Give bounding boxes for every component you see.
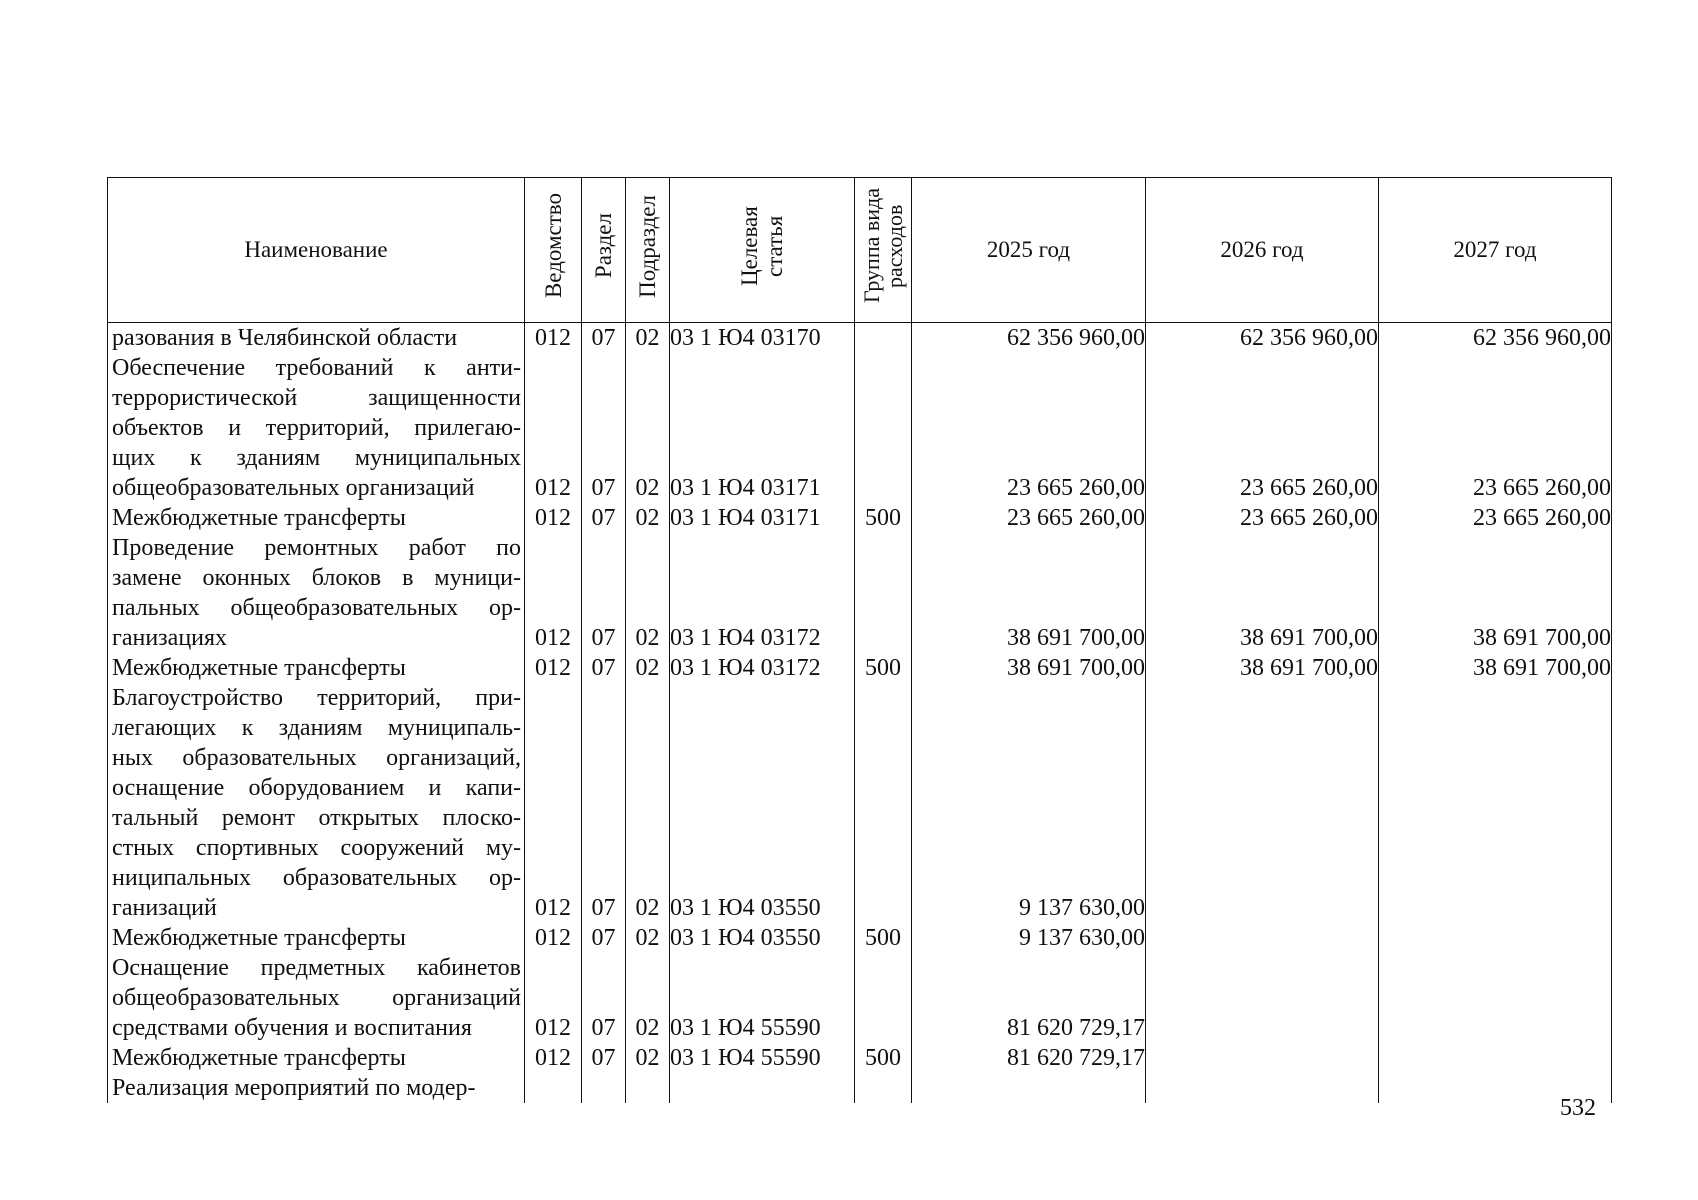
row-target-article: 03 1 Ю4 55590 (670, 953, 855, 1043)
row-amount-2026: 23 665 260,00 (1146, 503, 1379, 533)
row-amount-2027: 62 356 960,00 (1379, 323, 1612, 354)
row-subsection: 02 (626, 953, 670, 1043)
row-name (108, 923, 525, 953)
row-section: 07 (582, 1043, 626, 1073)
row-amount-2025: 81 620 729,17 (912, 953, 1146, 1043)
header-department (525, 178, 582, 323)
header-target-article (670, 178, 855, 323)
row-name-line: замене оконных блоков в муници- (112, 565, 521, 591)
row-amount-2027 (1379, 923, 1612, 953)
row-amount-2026: 38 691 700,00 (1146, 653, 1379, 683)
table-row (108, 923, 1612, 953)
row-amount-2025: 23 665 260,00 (912, 353, 1146, 503)
row-amount-2027 (1379, 953, 1612, 1043)
row-expense-group (855, 533, 912, 653)
row-amount-2025: 23 665 260,00 (912, 503, 1146, 533)
row-expense-group (855, 353, 912, 503)
header-expense-group (855, 178, 912, 323)
budget-table-sheet (107, 177, 1611, 1103)
row-expense-group (855, 323, 912, 354)
row-department: 012 (525, 683, 582, 923)
header-year-2027: 2027 год (1379, 178, 1612, 323)
table-row (108, 353, 1612, 503)
row-name-line: Обеспечение требований к анти- (112, 355, 521, 381)
row-name (108, 533, 525, 653)
row-amount-2027: 38 691 700,00 (1379, 653, 1612, 683)
row-subsection: 02 (626, 923, 670, 953)
row-section: 07 (582, 923, 626, 953)
row-name (108, 683, 525, 923)
row-department: 012 (525, 353, 582, 503)
row-name-line: Межбюджетные трансферты (112, 1045, 406, 1071)
table-row (108, 1073, 1612, 1103)
row-subsection: 02 (626, 1043, 670, 1073)
header-subsection-label: Подраздел (635, 194, 660, 298)
header-year-2026: 2026 год (1146, 178, 1379, 323)
row-expense-group: 500 (855, 503, 912, 533)
row-expense-group (855, 683, 912, 923)
row-amount-2025 (912, 1073, 1146, 1103)
page-number: 532 (1560, 1095, 1596, 1121)
row-name-line: общеобразовательных организаций (112, 985, 521, 1011)
row-target-article (670, 1073, 855, 1103)
row-name-line: ганизациях (112, 625, 228, 651)
row-target-article: 03 1 Ю4 03550 (670, 683, 855, 923)
row-subsection: 02 (626, 323, 670, 354)
row-name-line: Межбюджетные трансферты (112, 925, 406, 951)
row-department: 012 (525, 1043, 582, 1073)
header-subsection (626, 178, 670, 323)
row-section (582, 1073, 626, 1103)
row-subsection: 02 (626, 533, 670, 653)
row-expense-group: 500 (855, 923, 912, 953)
row-target-article: 03 1 Ю4 03171 (670, 353, 855, 503)
row-amount-2025: 81 620 729,17 (912, 1043, 1146, 1073)
header-name: Наименование (108, 178, 525, 323)
table-body (108, 323, 1612, 1104)
row-name-line: ниципальных образовательных ор- (112, 865, 521, 891)
row-amount-2026 (1146, 1073, 1379, 1103)
row-department: 012 (525, 533, 582, 653)
row-name (108, 323, 525, 354)
row-amount-2027 (1379, 683, 1612, 923)
row-section: 07 (582, 953, 626, 1043)
row-amount-2026 (1146, 1043, 1379, 1073)
row-name (108, 503, 525, 533)
row-amount-2025: 38 691 700,00 (912, 653, 1146, 683)
row-name-line: средствами обучения и воспитания (112, 1015, 472, 1041)
row-department: 012 (525, 923, 582, 953)
row-name-line: щих к зданиям муниципальных (112, 445, 521, 471)
row-amount-2026 (1146, 683, 1379, 923)
row-name-line: Межбюджетные трансферты (112, 655, 406, 681)
row-name-line: Межбюджетные трансферты (112, 505, 406, 531)
header-department-label: Ведомство (540, 193, 566, 299)
row-section: 07 (582, 503, 626, 533)
table-row (108, 683, 1612, 923)
row-name-line: объектов и территорий, прилегаю- (112, 415, 521, 441)
row-target-article: 03 1 Ю4 03550 (670, 923, 855, 953)
row-department: 012 (525, 503, 582, 533)
row-target-article: 03 1 Ю4 55590 (670, 1043, 855, 1073)
row-name-line: оснащение оборудованием и капи- (112, 775, 521, 801)
table-row (108, 503, 1612, 533)
row-name (108, 653, 525, 683)
row-name-line: пальных общеобразовательных ор- (112, 595, 521, 621)
row-amount-2025: 9 137 630,00 (912, 923, 1146, 953)
table-row (108, 533, 1612, 653)
row-section: 07 (582, 353, 626, 503)
table-row (108, 1043, 1612, 1073)
row-amount-2027: 23 665 260,00 (1379, 353, 1612, 503)
row-department (525, 1073, 582, 1103)
row-name-line: разования в Челябинской области (112, 325, 458, 351)
row-name-line: тальный ремонт открытых плоско- (112, 805, 521, 831)
row-name-line: Проведение ремонтных работ по (112, 535, 521, 561)
row-name-line: террористической защищенности (112, 385, 521, 411)
row-amount-2026 (1146, 953, 1379, 1043)
row-name (108, 353, 525, 503)
row-subsection: 02 (626, 683, 670, 923)
row-section: 07 (582, 683, 626, 923)
row-amount-2027: 38 691 700,00 (1379, 533, 1612, 653)
row-target-article: 03 1 Ю4 03170 (670, 323, 855, 354)
row-subsection (626, 1073, 670, 1103)
row-department: 012 (525, 323, 582, 354)
header-expense-group-label: Группа вида расходов (859, 188, 907, 304)
row-name-line: Реализация мероприятий по модер- (112, 1075, 476, 1101)
row-amount-2027 (1379, 1043, 1612, 1073)
row-name-line: Благоустройство территорий, при- (112, 685, 521, 711)
row-name (108, 1073, 525, 1103)
row-name-line: ганизаций (112, 895, 217, 921)
header-year-2025: 2025 год (912, 178, 1146, 323)
row-department: 012 (525, 653, 582, 683)
row-section: 07 (582, 653, 626, 683)
row-department: 012 (525, 953, 582, 1043)
row-amount-2025: 9 137 630,00 (912, 683, 1146, 923)
header-section (582, 178, 626, 323)
budget-table (107, 177, 1612, 1103)
table-header-row (108, 178, 1612, 323)
row-name-line: Оснащение предметных кабинетов (112, 955, 521, 981)
table-row (108, 653, 1612, 683)
row-section: 07 (582, 533, 626, 653)
row-name (108, 953, 525, 1043)
header-target-article-label: Целевая статья (737, 206, 787, 286)
row-target-article: 03 1 Ю4 03172 (670, 533, 855, 653)
row-amount-2026: 23 665 260,00 (1146, 353, 1379, 503)
row-name-line: общеобразовательных организаций (112, 475, 475, 501)
header-section-label: Раздел (591, 213, 616, 279)
row-name (108, 1043, 525, 1073)
table-row (108, 323, 1612, 354)
row-expense-group: 500 (855, 653, 912, 683)
row-target-article: 03 1 Ю4 03171 (670, 503, 855, 533)
row-amount-2027: 23 665 260,00 (1379, 503, 1612, 533)
row-expense-group: 500 (855, 1043, 912, 1073)
row-subsection: 02 (626, 653, 670, 683)
row-expense-group (855, 1073, 912, 1103)
row-name-line: легающих к зданиям муниципаль- (112, 715, 521, 741)
row-section: 07 (582, 323, 626, 354)
row-amount-2026: 62 356 960,00 (1146, 323, 1379, 354)
row-amount-2025: 62 356 960,00 (912, 323, 1146, 354)
row-subsection: 02 (626, 353, 670, 503)
row-subsection: 02 (626, 503, 670, 533)
row-name-line: стных спортивных сооружений му- (112, 835, 521, 861)
row-amount-2025: 38 691 700,00 (912, 533, 1146, 653)
row-amount-2026 (1146, 923, 1379, 953)
row-expense-group (855, 953, 912, 1043)
table-row (108, 953, 1612, 1043)
row-amount-2026: 38 691 700,00 (1146, 533, 1379, 653)
row-target-article: 03 1 Ю4 03172 (670, 653, 855, 683)
row-name-line: ных образовательных организаций, (112, 745, 521, 771)
